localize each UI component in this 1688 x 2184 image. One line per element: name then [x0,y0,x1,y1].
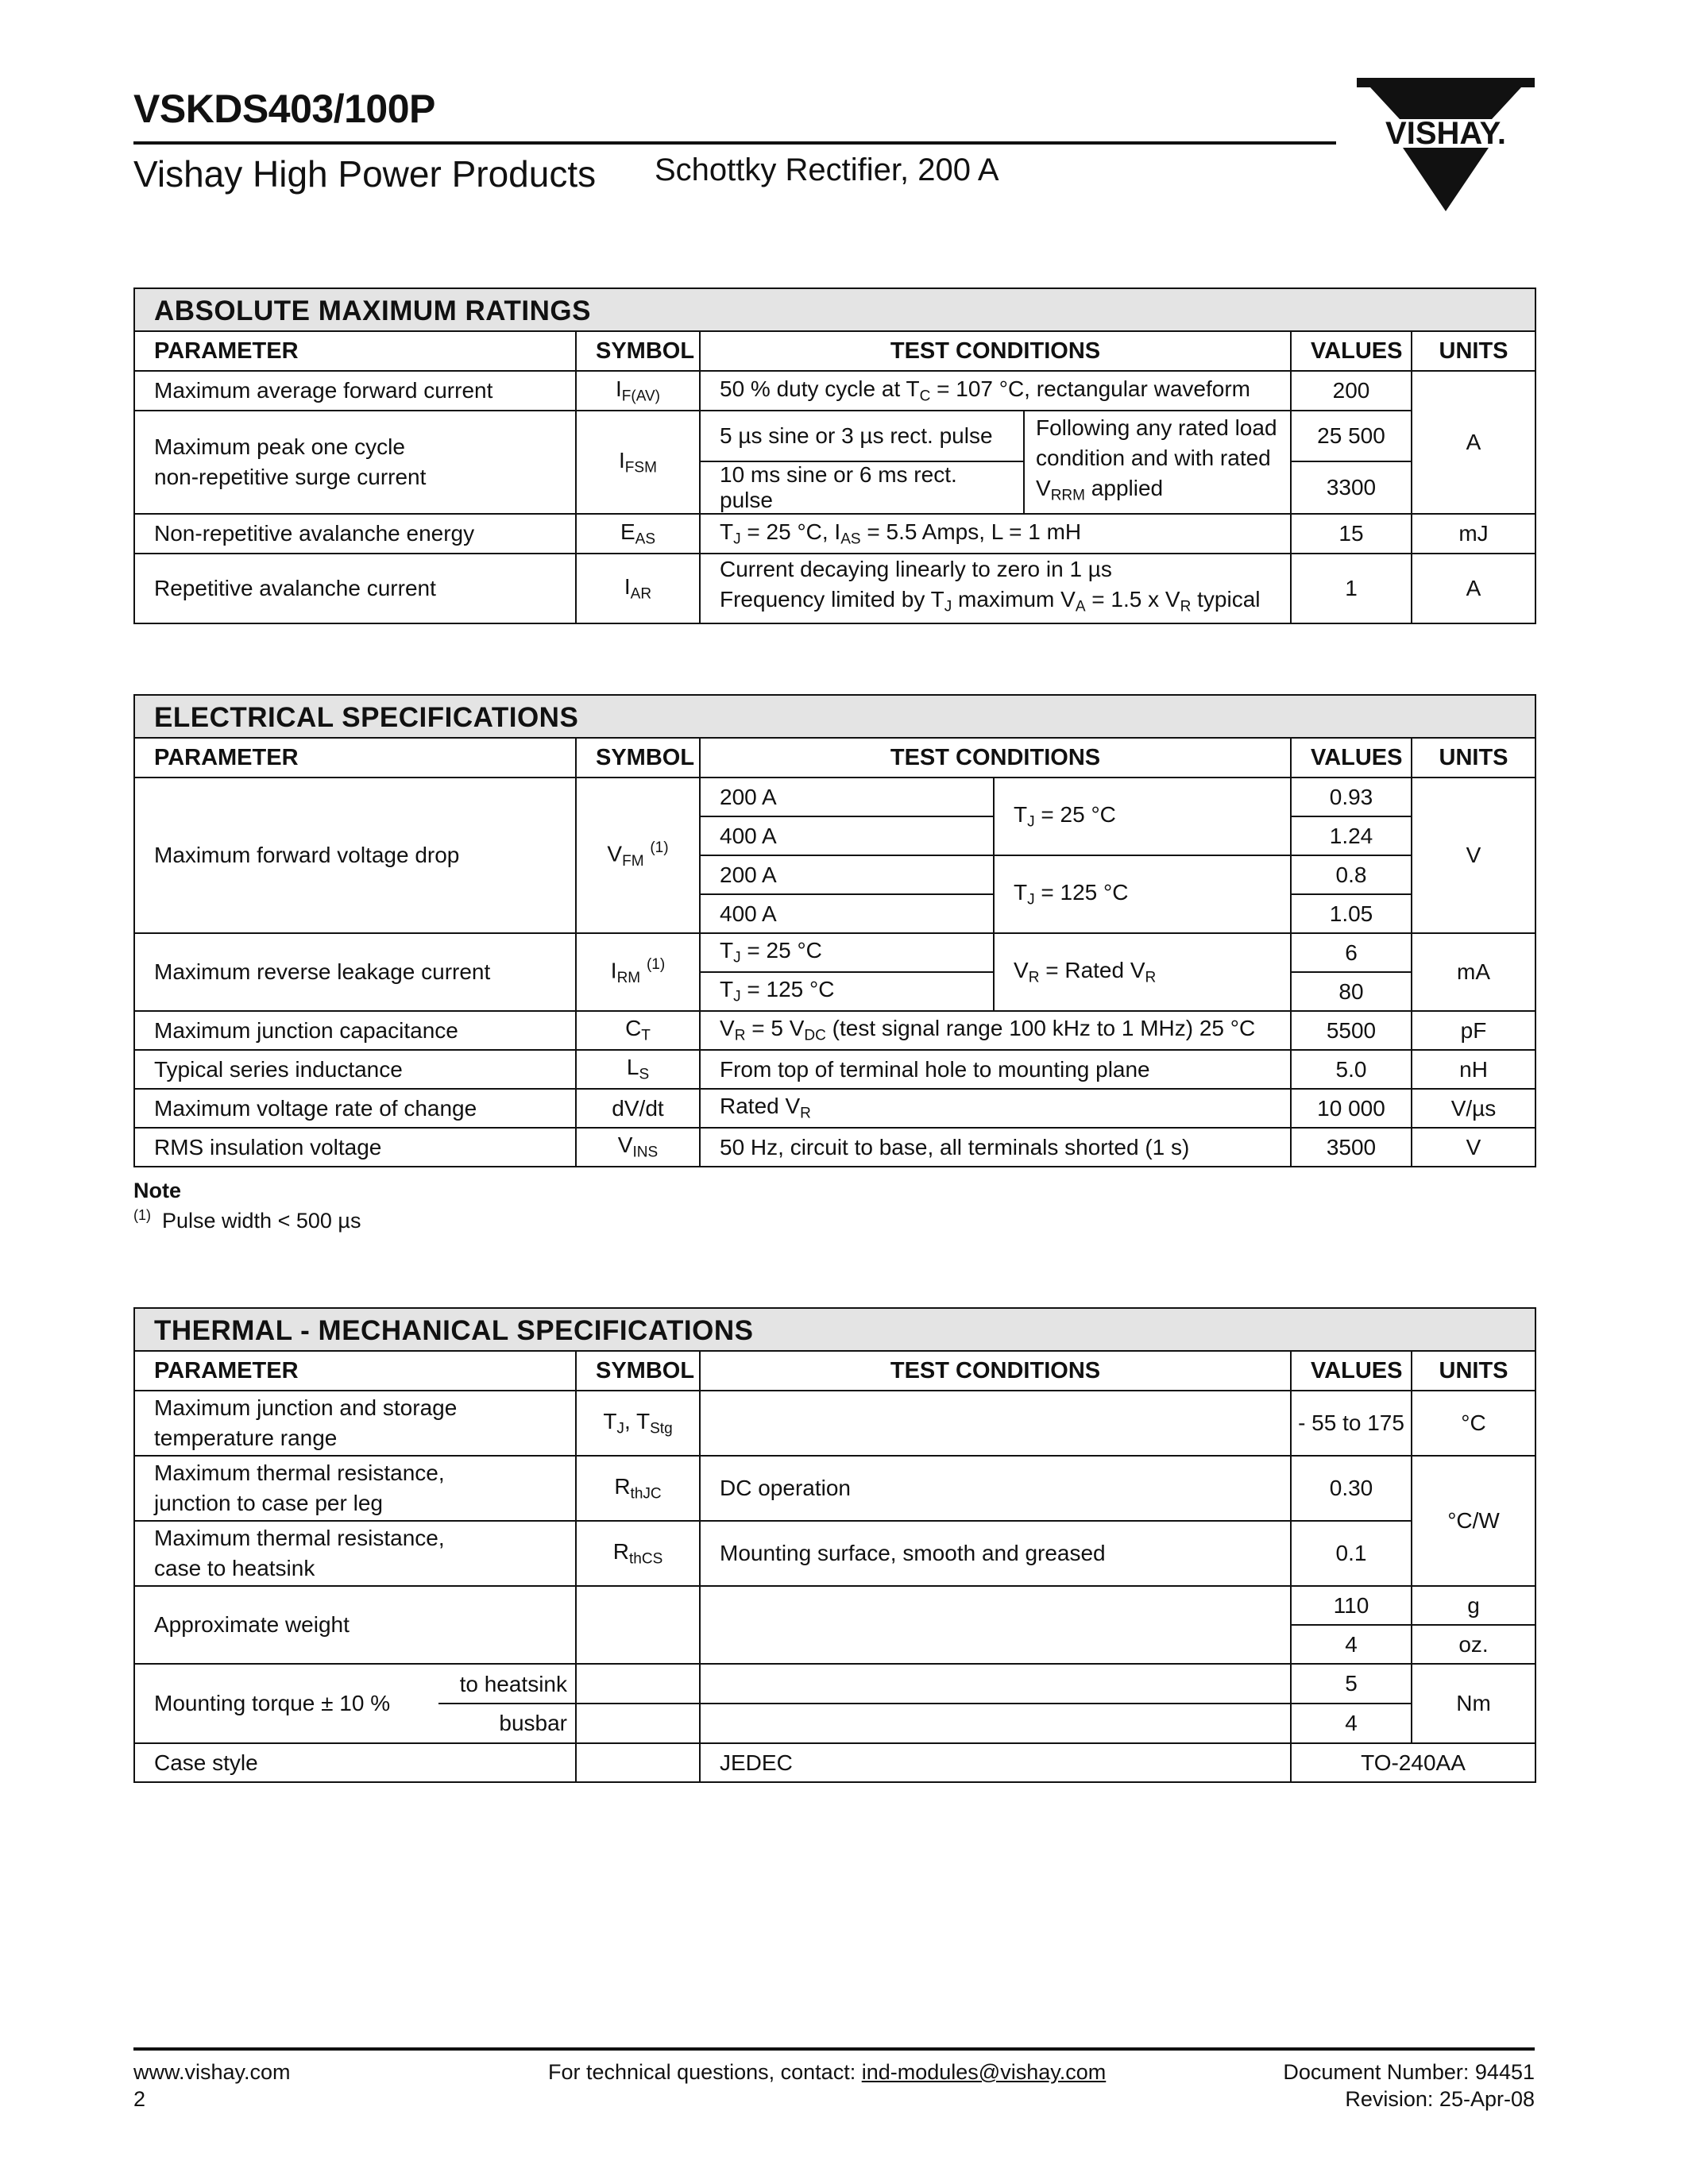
header-rule [133,141,1336,145]
condition-cell [700,1664,1291,1704]
revision-date: Revision: 25-Apr-08 [1345,2087,1535,2111]
torque-sub-busbar: busbar [499,1710,567,1735]
brand-line: Vishay High Power Products [133,153,597,195]
value-cell: 1.24 [1291,816,1412,855]
unit-cell: mA [1412,933,1535,1011]
condition-cell: $T_J = 25$ °C, $I_{AS} = 5.5$ Amps, L = 1 mH [700,514,1291,554]
thermal-mechanical-specifications-table [133,1307,1536,1783]
value-cell: - 55 to 175 [1291,1391,1412,1456]
symbol-cell: dV/dt [576,1089,700,1128]
value-cell: 200 [1291,371,1412,411]
value-cell: 3500 [1291,1128,1412,1167]
condition-cell: $V_R$ = Rated $V_R$ [994,933,1291,1011]
condition-cell: 10 ms sine or 6 ms rect. pulse [700,461,1024,514]
parameter-cell: Non-repetitive avalanche energy [134,514,576,554]
value-cell: 15 [1291,514,1412,554]
symbol-cell: $C_T$ [576,1011,700,1050]
value-cell: 110 [1291,1586,1412,1625]
value-cell: 6 [1291,933,1412,972]
symbol-cell: $I_{F(AV)}$ [576,371,700,411]
value-cell: 10 000 [1291,1089,1412,1128]
table-row [134,1456,1535,1521]
page-number: 2 [133,2087,146,2111]
unit-cell: pF [1412,1011,1535,1050]
condition-cell: $T_J = 125$ °C [700,972,994,1011]
unit-cell: mJ [1412,514,1535,554]
table-row [134,371,1535,411]
parameter-cell: Maximum junction capacitance [134,1011,576,1050]
col-units: UNITS [1412,331,1535,371]
table-row [134,1743,1535,1782]
unit-cell: A [1412,371,1535,514]
col-symbol: SYMBOL [576,1351,700,1391]
value-cell: 0.30 [1291,1456,1412,1521]
col-test-conditions: TEST CONDITIONS [700,738,1291,778]
unit-cell: Nm [1412,1664,1535,1743]
parameter-cell: Approximate weight [134,1586,576,1664]
table-title: THERMAL - MECHANICAL SPECIFICATIONS [134,1308,1535,1351]
electrical-specifications-table [133,694,1536,1167]
symbol-cell [576,1743,700,1782]
condition-cell: 5 µs sine or 3 µs rect. pulse [700,411,1024,461]
absolute-maximum-ratings-table [133,287,1536,624]
symbol-cell: $V_{FM}$ $^{(1)}$ [576,778,700,933]
table-row [134,1089,1535,1128]
value-cell: 0.93 [1291,778,1412,816]
parameter-cell: Typical series inductance [134,1050,576,1089]
value-cell: 0.1 [1291,1521,1412,1586]
unit-cell: °C/W [1412,1456,1535,1586]
col-parameter: PARAMETER [134,331,576,371]
condition-cell: JEDEC [700,1743,1291,1782]
parameter-cell: Repetitive avalanche current [134,554,576,623]
table-row [134,554,1535,623]
value-cell: 4 [1291,1704,1412,1743]
unit-cell: nH [1412,1050,1535,1089]
symbol-cell [576,1704,700,1743]
condition-cell: 400 A [700,894,994,933]
torque-label: Mounting torque ± 10 % [154,1691,391,1715]
col-symbol: SYMBOL [576,738,700,778]
symbol-cell: $I_{RM}$ $^{(1)}$ [576,933,700,1011]
value-cell: 25 500 [1291,411,1412,461]
condition-cell [700,1391,1291,1456]
symbol-cell: $I_{AR}$ [576,554,700,623]
symbol-cell: $L_S$ [576,1050,700,1089]
unit-cell: V [1412,1128,1535,1167]
unit-cell: A [1412,554,1535,623]
table-title: ELECTRICAL SPECIFICATIONS [134,695,1535,738]
value-cell: 5.0 [1291,1050,1412,1089]
condition-cell: $T_J = 25$ °C [700,933,994,972]
symbol-cell: $R_{thJC}$ [576,1456,700,1521]
note-title: Note [133,1179,181,1202]
parameter-cell: Case style [134,1743,576,1782]
document-subtitle: Schottky Rectifier, 200 A [655,152,999,187]
footer-website-link[interactable]: www.vishay.com [133,2060,291,2084]
value-cell: 5 [1291,1664,1412,1704]
condition-cell: 50 % duty cycle at $T_C = 107$ °C, rectangular waveform [700,371,1291,411]
symbol-cell: $E_{AS}$ [576,514,700,554]
symbol-cell: $I_{FSM}$ [576,411,700,514]
parameter-cell: Maximum peak one cycle non-repetitive surge current [134,411,576,514]
table-row [134,1128,1535,1167]
value-cell: TO-240AA [1291,1743,1535,1782]
condition-cell: Rated $V_R$ [700,1089,1291,1128]
col-test-conditions: TEST CONDITIONS [700,1351,1291,1391]
table-row [134,411,1535,461]
symbol-cell: $T_J$, $T_{Stg}$ [576,1391,700,1456]
parameter-cell: Maximum thermal resistance, case to heatsink [134,1521,576,1586]
condition-cell: $T_J = 125$ °C [994,855,1291,933]
parameter-cell: Maximum junction and storage temperature range [134,1391,576,1456]
table-row [134,933,1535,972]
parameter-cell: Maximum reverse leakage current [134,933,576,1011]
note-text: $^{(1)}$ Pulse width < 500 µs [133,1207,361,1233]
condition-cell: $T_J = 25$ °C [994,778,1291,855]
parameter-cell: Maximum voltage rate of change [134,1089,576,1128]
value-cell: 3300 [1291,461,1412,514]
col-values: VALUES [1291,331,1412,371]
table-row [134,514,1535,554]
footer-contact: For technical questions, contact: ind-modules@vishay.com [548,2060,1107,2084]
condition-cell: 50 Hz, circuit to base, all terminals shorted (1 s) [700,1128,1291,1167]
symbol-cell [576,1586,700,1664]
value-cell: 1.05 [1291,894,1412,933]
parameter-cell [134,1664,576,1743]
value-cell: 1 [1291,554,1412,623]
footer-rule [133,2047,1535,2051]
condition-cell: From top of terminal hole to mounting plane [700,1050,1291,1089]
value-cell: 5500 [1291,1011,1412,1050]
col-test-conditions: TEST CONDITIONS [700,331,1291,371]
torque-sub-heatsink: to heatsink [459,1671,567,1696]
unit-cell: V/µs [1412,1089,1535,1128]
symbol-cell: $V_{INS}$ [576,1128,700,1167]
parameter-cell: Maximum average forward current [134,371,576,411]
part-number: VSKDS403/100P [133,87,435,131]
document-number: Document Number: 94451 [1283,2060,1535,2084]
condition-cell: 400 A [700,816,994,855]
unit-cell: oz. [1412,1625,1535,1664]
symbol-cell [576,1664,700,1704]
condition-cell: Mounting surface, smooth and greased [700,1521,1291,1586]
contact-email-link[interactable]: ind-modules@vishay.com [861,2060,1107,2084]
condition-cell [700,1704,1291,1743]
table-row [134,1664,1535,1704]
vishay-logo [1350,78,1541,213]
table-row [134,1586,1535,1625]
table-row [134,1391,1535,1456]
col-values: VALUES [1291,1351,1412,1391]
column-headers [134,738,1535,778]
condition-cell: $V_R = 5$ $V_{DC}$ (test signal range 100 kHz to 1 MHz) 25 °C [700,1011,1291,1050]
condition-cell: 200 A [700,855,994,894]
col-units: UNITS [1412,1351,1535,1391]
table-row [134,1050,1535,1089]
table-title: ABSOLUTE MAXIMUM RATINGS [134,288,1535,331]
unit-cell: g [1412,1586,1535,1625]
table-row [134,778,1535,816]
parameter-cell: Maximum forward voltage drop [134,778,576,933]
value-cell: 80 [1291,972,1412,1011]
col-parameter: PARAMETER [134,1351,576,1391]
value-cell: 4 [1291,1625,1412,1664]
condition-cell: DC operation [700,1456,1291,1521]
value-cell: 0.8 [1291,855,1412,894]
condition-cell: Current decaying linearly to zero in 1 µs Frequency limited by $T_J$ maximum $V_A = 1.5$ x $V_R$ typical [700,554,1291,623]
condition-cell [700,1586,1291,1664]
unit-cell: V [1412,778,1535,933]
col-units: UNITS [1412,738,1535,778]
col-parameter: PARAMETER [134,738,576,778]
col-values: VALUES [1291,738,1412,778]
symbol-cell: $R_{thCS}$ [576,1521,700,1586]
table-row [134,1521,1535,1586]
unit-cell: °C [1412,1391,1535,1456]
column-headers [134,1351,1535,1391]
parameter-cell: Maximum thermal resistance, junction to case per leg [134,1456,576,1521]
parameter-cell: RMS insulation voltage [134,1128,576,1167]
condition-cell: 200 A [700,778,994,816]
table-row [134,1011,1535,1050]
condition-note-cell: Following any rated load condition and with rated $V_{RRM}$ applied [1024,411,1291,514]
logo-text: VISHAY. [1385,116,1506,151]
column-headers [134,331,1535,371]
col-symbol: SYMBOL [576,331,700,371]
